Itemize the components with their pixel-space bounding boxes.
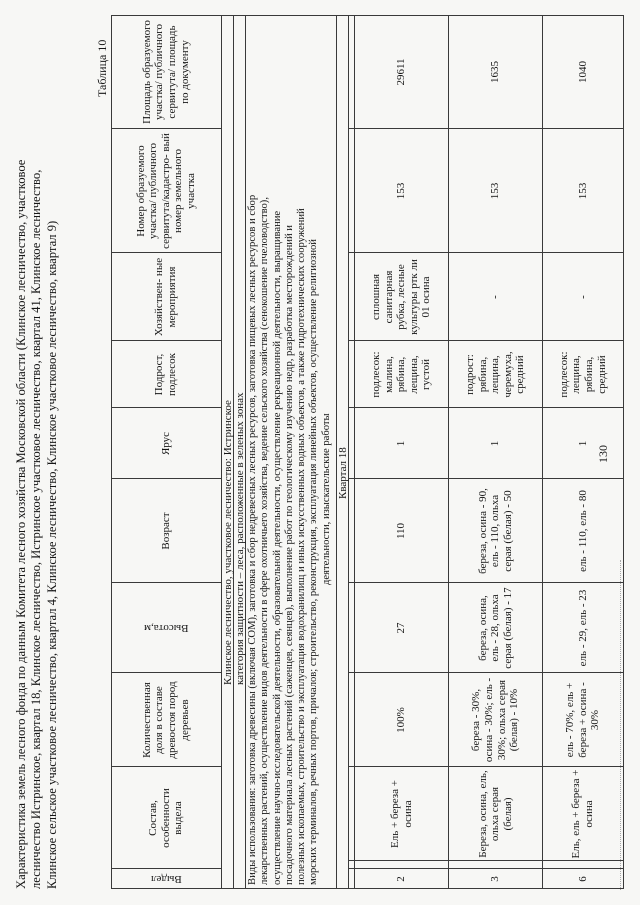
header-vydel-text: Выдел <box>150 873 182 886</box>
row-height: 27 <box>395 622 408 634</box>
category-line: категория защитности – леса, расположенные в зеленых зонах <box>234 392 246 685</box>
row-share: ель - 70%, ель + береза + осина - 30% <box>564 682 602 758</box>
heading-line: лесничество Истринское, квартал 18, Клинское лесничество, Истринское участковое лесничество, квартал 41, Клинское лесничество, <box>29 169 44 889</box>
row-age: береза, осина - 90, ель - 110, ольха серая (белая) - 50 <box>476 488 514 574</box>
table-border <box>111 15 112 889</box>
col-line <box>111 340 221 341</box>
col-line <box>111 478 221 479</box>
col-line <box>348 672 624 673</box>
page-number: 130 <box>596 445 610 463</box>
row-undergrowth: подрост: рябина, лещина, черемуха, средний <box>464 351 527 398</box>
row-composition: Ель + береза + осина <box>388 780 414 848</box>
header-vydel <box>111 869 221 889</box>
col-line <box>111 252 221 253</box>
row-measures: - <box>489 295 502 299</box>
col-line <box>111 766 221 767</box>
table-label: Таблица 10 <box>95 39 109 97</box>
row-share: береза - 30%, осина - 30%; ель - 30%; ольха серая (белая) - 10% <box>470 677 521 763</box>
heading-line: Клинское сельское участковое лесничество, квартал 4, Клинское лесничество, Клинское участковое лесничество, квартал 9) <box>44 220 59 889</box>
usage-line: лекарственных растений, осуществление видов деятельности в сфере охотничьего хозяйства, ведение сельского хозяйства (сенокошение пчеловодство), <box>259 197 271 885</box>
usage-line: деятельности, изыскательские работы <box>320 413 332 585</box>
row-undergrowth: подлесок: малина, рябина, лещина, густой <box>370 351 433 398</box>
row-composition: Береза, осина, ель, ольха серая (белая) <box>476 770 514 858</box>
header-share: Количественная доля в составе древостоя пород деревьев <box>140 681 191 759</box>
header-number: Номер образуемого участка/ публичного сервитута/кадастро- вый номер земельного участка <box>134 133 197 249</box>
col-line <box>348 860 624 861</box>
row-vydel: 6 <box>576 876 589 882</box>
quarter-label: Квартал 18 <box>337 447 349 499</box>
col-line <box>348 128 624 129</box>
row-age: ель - 110, ель - 80 <box>576 490 589 572</box>
col-line <box>348 340 624 341</box>
row-tier: 1 <box>395 440 408 447</box>
row-number: 153 <box>395 182 408 200</box>
scan-edge-mark <box>620 560 624 890</box>
forestry-line: Клинское лесничество, участковое лесничество: Истринское <box>222 400 234 685</box>
usage-text <box>247 19 335 885</box>
row-undergrowth: подлесок: лещина, рябина, средний <box>557 351 608 398</box>
usage-line: осуществление научно-исследовательской деятельности, образовательной деятельности, осуществление рекреационной деятельности, выращивание <box>271 210 283 885</box>
col-line <box>111 128 221 129</box>
col-line <box>348 582 624 583</box>
data-table <box>111 15 624 889</box>
row-age: 110 <box>395 522 408 540</box>
row-vydel: 3 <box>489 876 502 882</box>
usage-line: полезных ископаемых, строительство и эксплуатация водохранилищ и иных искусственных водных объектов, а также гидротехнических сооружений <box>296 208 308 885</box>
header-tier: Ярус <box>159 431 172 456</box>
header-undergrowth: Подрост, подлесок <box>153 352 178 397</box>
row-height: береза, осина, ель - 28, ольха серая (белая) - 17 <box>476 587 514 669</box>
col-line <box>111 407 221 408</box>
document-heading <box>14 29 60 889</box>
col-line <box>348 766 624 767</box>
row-measures: - <box>576 295 589 299</box>
table-border <box>111 15 624 16</box>
usage-line: морских терминалов, речных портов, причалов; строительство, реконструкция, эксплуатация линейных объектов, осуществление религиозной <box>308 239 320 885</box>
header-height-text: Высота,м <box>143 622 189 635</box>
header-age: Возраст <box>159 512 172 550</box>
row-measures: сплошная санитарная рубка, лесные культуры ртк ли 01 осина <box>370 259 433 335</box>
row-area: 1040 <box>576 61 589 83</box>
header-measures: Хозяйствен- ные мероприятия <box>153 257 178 337</box>
usage-line: Виды использования: заготовка древесины (включая СОМ), заготовка и сбор недревесных лесных ресурсов, заготовка пищевых лесных ресурсов и сбор <box>247 194 258 885</box>
row-number: 153 <box>489 182 502 200</box>
header-composition: Состав, особенности выдела <box>147 788 185 848</box>
row-tier: 1 <box>489 440 502 447</box>
row-tier: 1 <box>576 440 589 447</box>
row-number: 153 <box>576 182 589 200</box>
row-area: 29611 <box>395 58 408 86</box>
row-vydel: 2 <box>395 876 408 882</box>
col-line <box>348 252 624 253</box>
header-area: Площадь образуемого участка/ публичного сервитута/ площадь по документу <box>140 20 191 124</box>
heading-line: Характеристика земель лесного фонда по данным Комитета лесного хозяйства Московской области (Клинское лесничество, участковое <box>14 159 28 889</box>
col-line <box>348 407 624 408</box>
row-area: 1635 <box>489 61 502 83</box>
usage-line: посадочного материала лесных растений (саженцев, сеянцев), выполнение работ по геологическому изучению недр, разработка месторождений и <box>283 225 295 885</box>
col-line <box>348 478 624 479</box>
header-height <box>111 583 221 673</box>
row-height: ель - 29, ель - 23 <box>576 589 589 667</box>
row-composition: Ель, ель + береза + осина <box>570 769 595 859</box>
row-share: 100% <box>395 707 408 733</box>
